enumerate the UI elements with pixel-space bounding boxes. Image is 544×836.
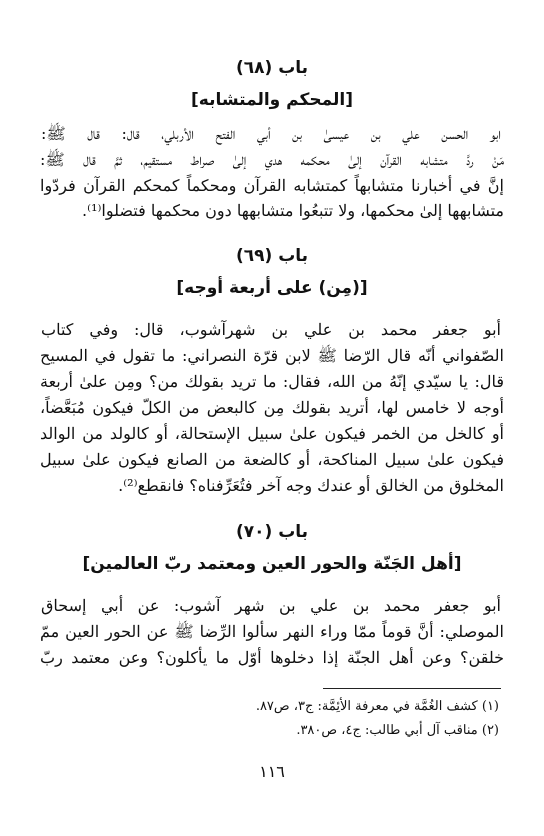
chapter-69-subtitle: [(مِن) على أربعة أوجه] bbox=[176, 278, 368, 298]
paragraph-line: ابو الحسن علي بن عيسىٰ بن أبي الفتح الأربلي، قال: قال ﷺ: bbox=[41, 124, 502, 143]
paragraph-line: أو كالخل من الخمر فيكون علىٰ سبيل الإستحالة، أو كالولد من الوالد bbox=[40, 424, 504, 443]
footnote-separator bbox=[323, 688, 501, 689]
page-number: ١١٦ bbox=[259, 762, 285, 781]
footnote-2: (٢) مناقب آل أبي طالب: ج٤، ص٣٨٠. bbox=[296, 723, 499, 738]
paragraph-line: مَنْ ردَّ متشابه القرآن إلىٰ محكمه هدي إلىٰ صراط مستقيم، ثمَّ قال ﷺ: bbox=[40, 150, 504, 169]
paragraph-line: متشابهها إلىٰ محكمها، ولا تتبعُوا متشابهها دون محكمها فتضلوا⁽¹⁾. bbox=[82, 201, 504, 220]
paragraph-line: قال: يا سيّدي إنّهُ من الله، فقال: ما تريد بقولك من؟ ومِن علىٰ أربعة bbox=[40, 372, 504, 391]
chapter-68-title: باب (٦٨) bbox=[235, 58, 309, 78]
chapter-70-title: باب (٧٠) bbox=[235, 522, 309, 542]
paragraph-line: أبو جعفر محمد بن علي بن شهرآشوب، قال: وفي كتاب bbox=[41, 320, 501, 339]
chapter-68-subtitle: [المحكم والمتشابه] bbox=[190, 90, 354, 110]
paragraph-line: المخلوق من الخالق أو عندك وجه آخر فتُعَرِّفناه؟ فانقطع⁽²⁾. bbox=[118, 476, 504, 495]
chapter-69-title: باب (٦٩) bbox=[235, 246, 309, 266]
paragraph-line: الصّفواني أنّه قال الرّضا ﷺ لابن قرّة النصراني: ما تقول في المسيح bbox=[40, 346, 504, 365]
chapter-70-subtitle: [أهل الجَنّة والحور العين ومعتمد ربّ العالمين] bbox=[82, 554, 462, 574]
paragraph-line: أوجه لا خامس لها، أتريد بقولك مِن كالبعض من الكلّ فيكون مُبَعَّضاً، bbox=[40, 398, 504, 417]
footnote-1: (١) كشف الغُمَّة في معرفة الأئِمَّة: ج٣، ص٨٧. bbox=[255, 699, 499, 714]
paragraph-line: أبو جعفر محمد بن علي بن شهر آشوب: عن أبي إسحاق bbox=[41, 596, 501, 615]
paragraph-line: إنَّ في أخبارنا متشابهاً كمتشابه القرآن ومحكماً كمحكم القرآن فردّوا bbox=[40, 176, 504, 195]
paragraph-line: الموصلي: أنَّ قوماً ممّا وراء النهر سألوا الرِّضا ﷺ عن الحور العين ممّ bbox=[40, 622, 504, 641]
paragraph-line: فيكون علىٰ سبيل المناكحة، أو كالضعة من الصانع فيكون علىٰ سبيل bbox=[40, 450, 504, 469]
paragraph-line: خلقن؟ وعن أهل الجنّة إذا دخلوها أوّل ما يأكلون؟ وعن معتمد ربّ bbox=[40, 648, 505, 667]
